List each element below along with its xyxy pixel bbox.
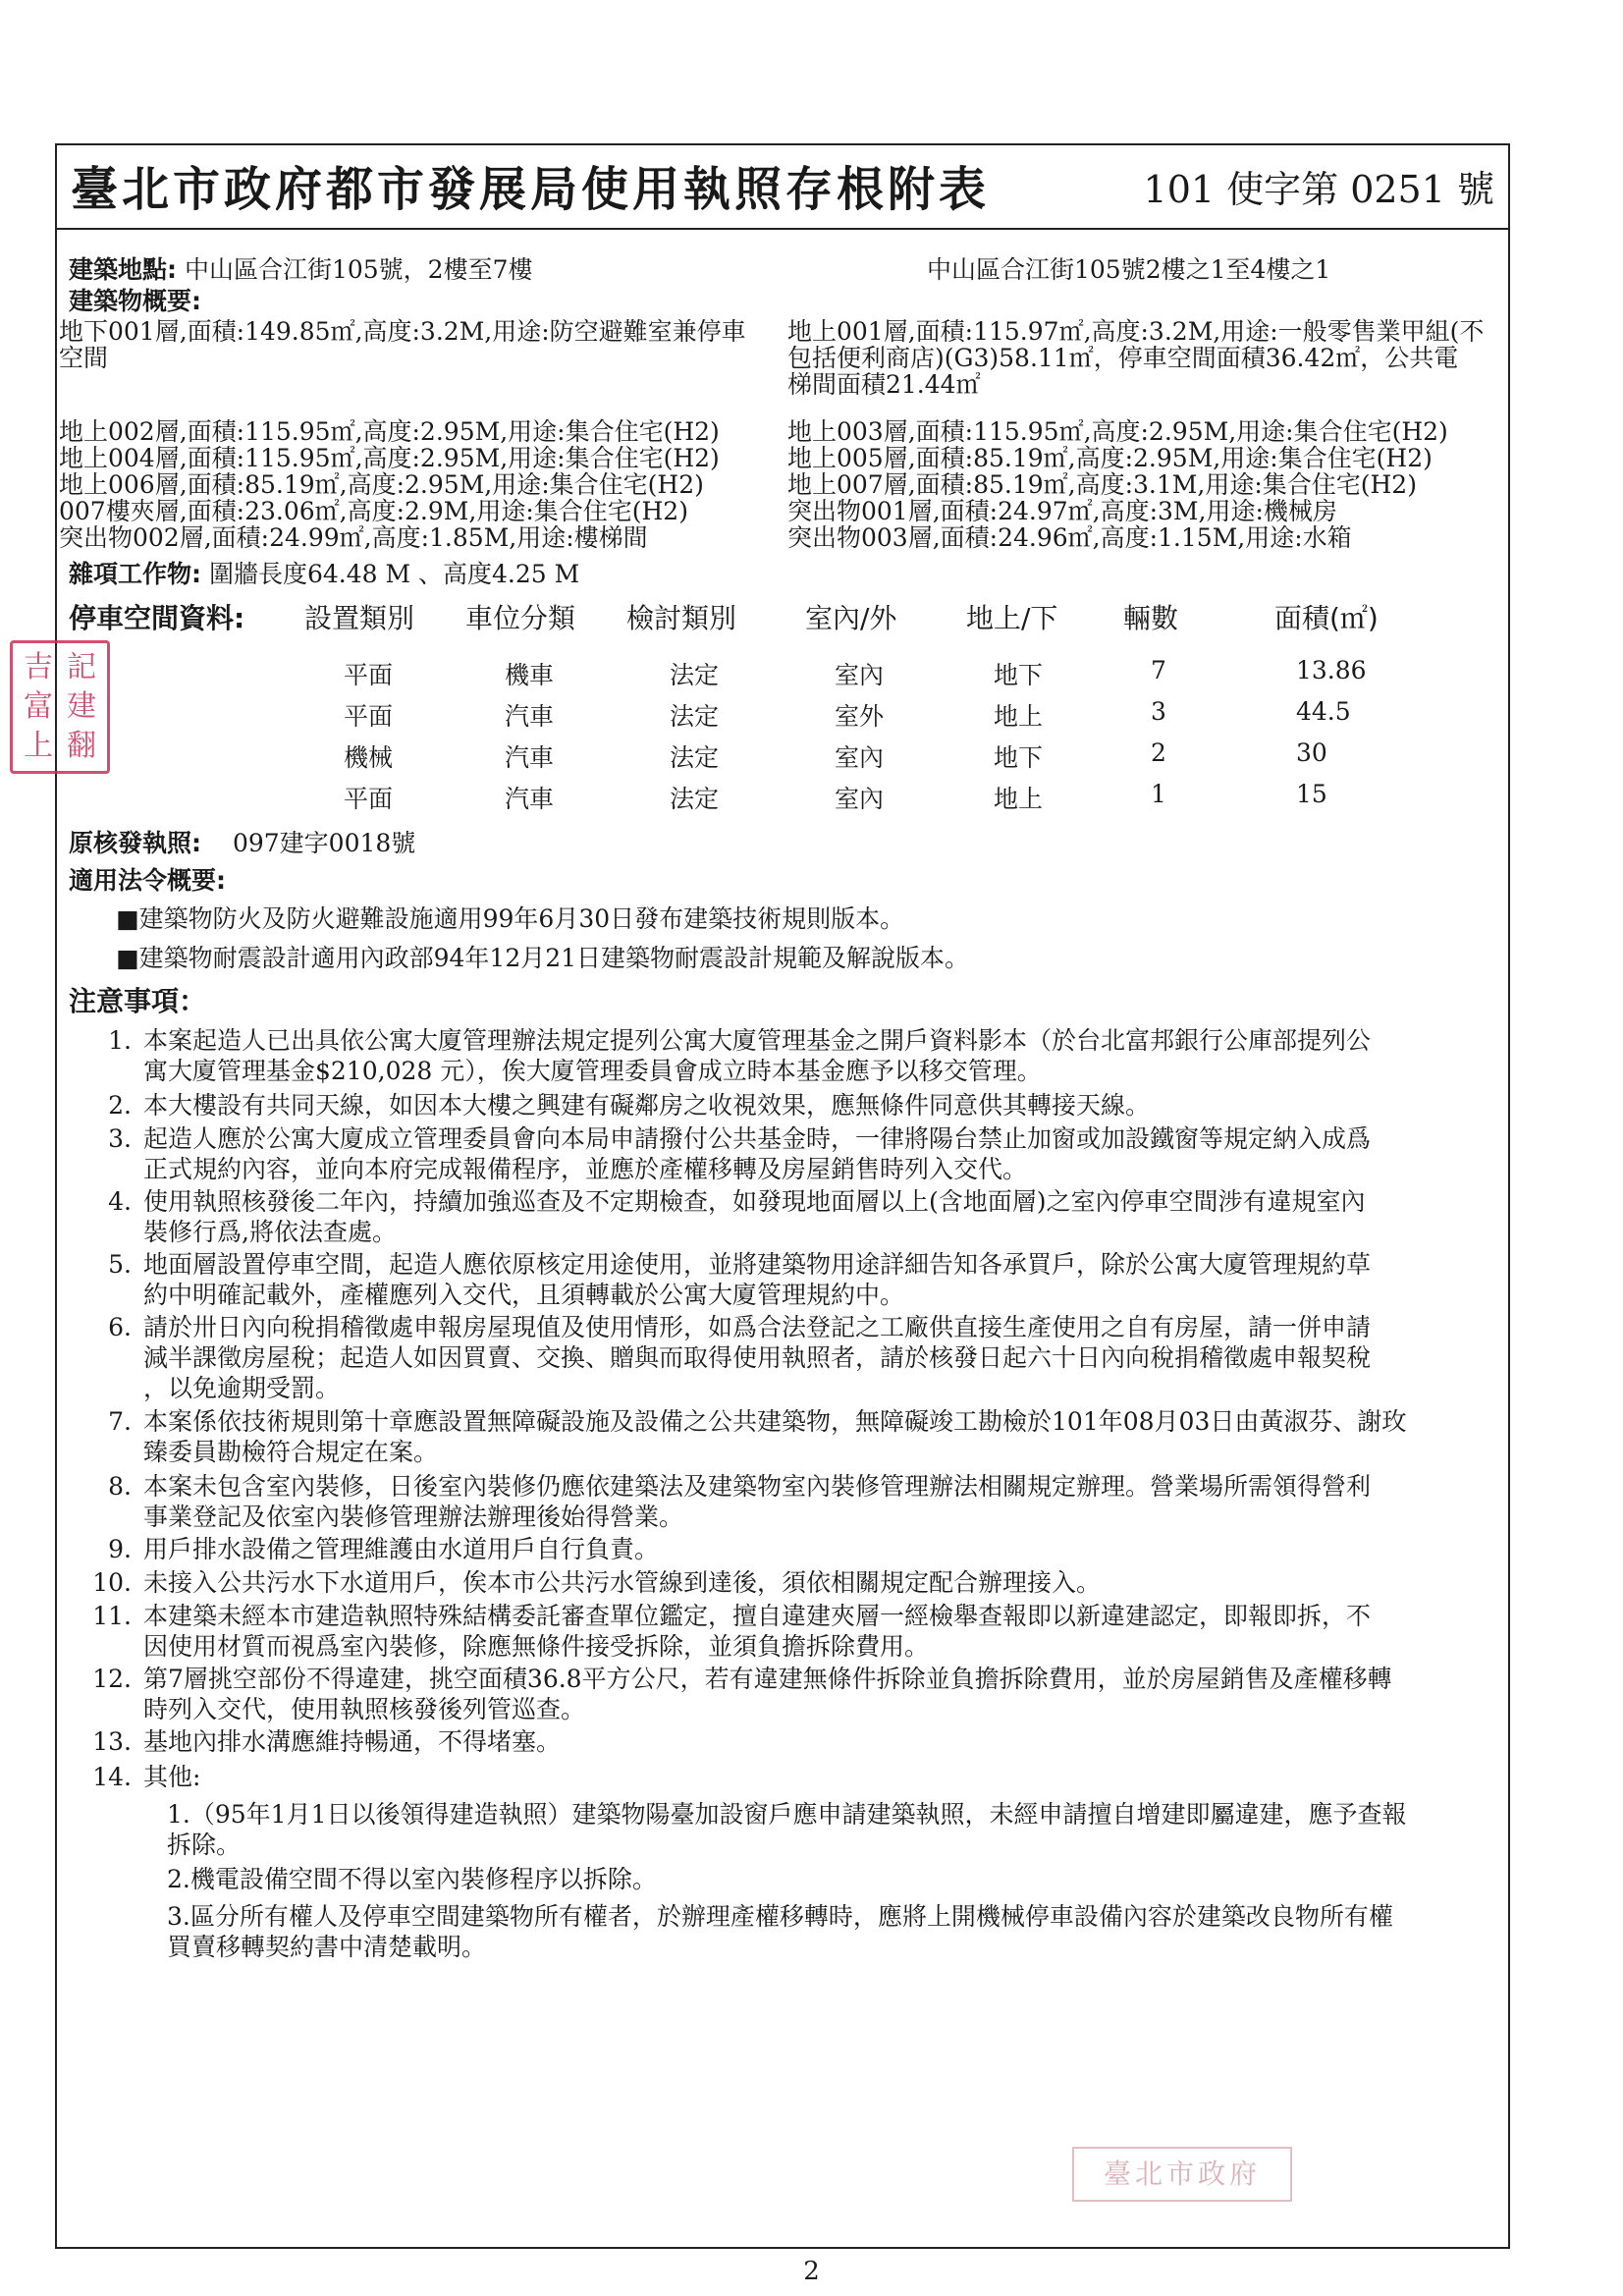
parking-cell: 地上: [994, 785, 1044, 813]
parking-cell: 室內: [835, 661, 885, 689]
note-line: 事業登記及依室內裝修管理辦法辦理後始得營業。: [143, 1503, 684, 1531]
note-line: 本大樓設有共同天線，如因本大樓之興建有礙鄰房之收視效果，應無條件同意供其轉接天線。: [143, 1091, 1151, 1120]
original-permit-label: 原核發執照:: [69, 829, 201, 857]
parking-cell: 平面: [344, 661, 394, 689]
parking-cell: 平面: [344, 702, 394, 731]
site-label: 建築地點:: [69, 255, 177, 284]
parking-cell: 機車: [505, 661, 555, 689]
note-item: [75, 1567, 1488, 1598]
site-address-1: 中山區合江街105號，2樓至7樓: [184, 255, 533, 284]
parking-cell: 15: [1296, 780, 1327, 808]
document-frame: [55, 143, 1510, 2249]
parking-cell: 機械: [344, 743, 394, 772]
note-line: 其他:: [143, 1763, 201, 1791]
note-number: 2.: [108, 1091, 132, 1120]
sub-note-line: 2.機電設備空間不得以室內裝修程序以拆除。: [167, 1865, 657, 1893]
seal-char: 富: [24, 689, 53, 724]
note-line: ，以免逾期受罰。: [143, 1374, 341, 1402]
note-line: 用戶排水設備之管理維護由水道用戶自行負責。: [143, 1535, 660, 1563]
parking-col-header: 輛數: [1123, 602, 1179, 634]
parking-cell: 汽車: [505, 785, 555, 813]
parking-cell: 地下: [994, 661, 1044, 689]
parking-cell: 30: [1296, 738, 1327, 767]
site-address-2: 中山區合江街105號2樓之1至4樓之1: [927, 255, 1331, 284]
note-line: 起造人應於公寓大廈成立管理委員會向本局申請撥付公共基金時，一律將陽台禁止加窗或加設鐵窗等規定納入成爲: [143, 1124, 1372, 1153]
note-number: 10.: [92, 1568, 132, 1597]
sub-note-item: [167, 1799, 1483, 1860]
seal-char: 吉: [24, 650, 53, 684]
note-item: [75, 1312, 1488, 1403]
parking-cell: 室外: [835, 702, 885, 731]
parking-row: [57, 697, 1432, 737]
note-line: 本案係依技術規則第十章應設置無障礙設施及設備之公共建築物，無障礙竣工勘檢於101年08月03日由黃淑芬、謝玫: [143, 1407, 1407, 1436]
parking-row: [57, 780, 1432, 819]
overview-line: 地上007層,面積:85.19㎡,高度:3.1M,用途:集合住宅(H2): [787, 470, 1417, 499]
note-line: 基地內排水溝應維持暢通，不得堵塞。: [143, 1727, 562, 1756]
parking-col-header: 面積(㎡): [1274, 602, 1379, 634]
overview-line: 地上003層,面積:115.95㎡,高度:2.95M,用途:集合住宅(H2): [787, 417, 1448, 446]
overview-line: 地上005層,面積:85.19㎡,高度:2.95M,用途:集合住宅(H2): [787, 444, 1433, 472]
overview-line: 突出物001層,面積:24.97㎡,高度:3M,用途:機械房: [787, 497, 1337, 525]
notes-label: 注意事項：: [69, 985, 207, 1017]
permit-number: 101 使字第 0251 號: [1143, 168, 1494, 211]
parking-col-header: 檢討類別: [626, 602, 737, 634]
note-line: 使用執照核發後二年內，持續加強巡查及不定期檢查，如發現地面層以上(含地面層)之室內停車空間涉有違規室內: [143, 1187, 1366, 1216]
seal-char: 翻: [67, 729, 96, 763]
note-line: 時列入交代，使用執照核發後列管巡查。: [143, 1695, 586, 1723]
note-number: 12.: [92, 1665, 132, 1693]
parking-cell: 7: [1151, 656, 1166, 684]
note-item: [75, 1186, 1488, 1247]
note-number: 14.: [92, 1763, 132, 1791]
note-item: [75, 1025, 1488, 1086]
note-number: 7.: [108, 1407, 132, 1436]
sub-note-line: 買賣移轉契約書中清楚載明。: [167, 1933, 487, 1961]
note-line: 請於卅日內向稅捐稽徵處申報房屋現值及使用情形，如爲合法登記之工廠供直接生產使用之自有房屋，請一併申請: [143, 1313, 1372, 1341]
original-permit-value: 097建字0018號: [232, 829, 416, 857]
parking-cell: 法定: [670, 785, 720, 813]
note-number: 13.: [92, 1727, 132, 1756]
seal-char: 建: [67, 689, 96, 724]
page-number: 2: [803, 2257, 820, 2286]
seal-char: 上: [24, 729, 53, 763]
note-line: 裝修行爲,將依法查處。: [143, 1218, 397, 1246]
parking-cell: 汽車: [505, 702, 555, 731]
parking-cell: 法定: [670, 661, 720, 689]
sub-note-item: [167, 1901, 1483, 1962]
red-seal-stamp: [10, 640, 110, 774]
overview-left-block-1: [59, 318, 746, 371]
original-permit-line: [69, 829, 415, 858]
note-item: [75, 1406, 1488, 1467]
note-item: [75, 1249, 1488, 1310]
note-item: [75, 1123, 1488, 1184]
overview-line: 地下001層,面積:149.85㎡,高度:3.2M,用途:防空避難室兼停車: [59, 317, 746, 346]
parking-cell: 汽車: [505, 743, 555, 772]
parking-row: [57, 656, 1432, 695]
note-number: 4.: [108, 1187, 132, 1216]
law-item: ■建築物防火及防火避難設施適用99年6月30日發布建築技術規則版本。: [116, 904, 905, 933]
parking-col-header: 室內/外: [805, 602, 897, 634]
note-item: [75, 1726, 1488, 1757]
overview-line: 空間: [59, 344, 109, 372]
note-line: 本案起造人已出具依公寓大廈管理辦法規定提列公寓大廈管理基金之開戶資料影本（於台北富邦銀行公庫部提列公: [143, 1026, 1372, 1055]
overview-line: 包括便利商店)(G3)58.11㎡，停車空間面積36.42㎡，公共電: [787, 344, 1459, 372]
overview-line: 地上001層,面積:115.97㎡,高度:3.2M,用途:一般零售業甲組(不: [787, 317, 1485, 346]
note-item: [75, 1601, 1488, 1662]
note-number: 8.: [108, 1472, 132, 1501]
note-line: 本建築未經本市建造執照特殊結構委託審查單位鑑定，擅自違建夾層一經檢舉查報即以新違建認定，即報即拆，不: [143, 1602, 1372, 1630]
parking-cell: 室內: [835, 785, 885, 813]
overview-line: 地上004層,面積:115.95㎡,高度:2.95M,用途:集合住宅(H2): [59, 444, 720, 472]
note-item: [75, 1534, 1488, 1564]
overview-right-block-2: [787, 418, 1448, 551]
note-line: 寓大廈管理基金$210,028 元），俟大廈管理委員會成立時本基金應予以移交管理。: [143, 1057, 1042, 1085]
overview-line: 突出物002層,面積:24.99㎡,高度:1.85M,用途:樓梯間: [59, 523, 648, 552]
parking-cell: 平面: [344, 785, 394, 813]
parking-col-header: 設置類別: [304, 602, 415, 634]
parking-col-header: 車位分類: [465, 602, 576, 634]
parking-label: 停車空間資料:: [69, 602, 245, 634]
note-line: 約中明確記載外，產權應列入交代，且須轉載於公寓大廈管理規約中。: [143, 1281, 905, 1309]
parking-cell: 地上: [994, 702, 1044, 731]
document-title: 臺北市政府都市發展局使用執照存根附表: [71, 162, 991, 217]
note-line: 第7層挑空部份不得違建，挑空面積36.8平方公尺，若有違建無條件拆除並負擔拆除費用，並於房屋銷售及產權移轉: [143, 1665, 1392, 1693]
misc-value: 圍牆長度64.48 M 、高度4.25 M: [208, 560, 580, 588]
laws-list: [116, 900, 969, 978]
note-line: 正式規約內容，並向本府完成報備程序，並應於產權移轉及房屋銷售時列入交代。: [143, 1155, 1028, 1183]
sub-note-line: 3.區分所有權人及停車空間建築物所有權者，於辦理產權移轉時，應將上開機械停車設備內容於建築改良物所有權: [167, 1902, 1393, 1931]
parking-cell: 法定: [670, 743, 720, 772]
note-line: 臻委員勘檢符合規定在案。: [143, 1438, 439, 1466]
note-item: [75, 1090, 1488, 1121]
note-number: 11.: [92, 1602, 132, 1630]
overview-line: 地上006層,面積:85.19㎡,高度:2.95M,用途:集合住宅(H2): [59, 470, 704, 499]
parking-cell: 2: [1151, 738, 1166, 767]
seal-char: 記: [67, 650, 96, 684]
parking-cell: 3: [1151, 697, 1166, 726]
parking-cell: 地下: [994, 743, 1044, 772]
note-item: [75, 1762, 1488, 1792]
note-line: 未接入公共污水下水道用戶，俟本市公共污水管線到達後，須依相關規定配合辦理接入。: [143, 1568, 1102, 1597]
note-item: [75, 1664, 1488, 1724]
sub-note-item: [167, 1864, 1483, 1894]
site-line: [69, 255, 532, 285]
note-line: 因使用材質而視爲室內裝修，除應無條件接受拆除，並須負擔拆除費用。: [143, 1632, 930, 1661]
laws-label: 適用法令概要:: [69, 866, 226, 895]
note-number: 6.: [108, 1313, 132, 1341]
overview-right-block-1: [787, 318, 1484, 398]
overview-label: 建築物概要:: [69, 287, 201, 315]
overview-left-block-2: [59, 418, 720, 551]
parking-header: [57, 597, 1432, 636]
parking-row: [57, 738, 1432, 778]
overview-line: 地上002層,面積:115.95㎡,高度:2.95M,用途:集合住宅(H2): [59, 417, 720, 446]
note-line: 地面層設置停車空間，起造人應依原核定用途使用，並將建築物用途詳細告知各承買戶，除於公寓大廈管理規約草: [143, 1250, 1372, 1279]
law-item: ■建築物耐震設計適用內政部94年12月21日建築物耐震設計規範及解說版本。: [116, 944, 970, 972]
note-number: 1.: [108, 1026, 132, 1055]
note-line: 本案未包含室內裝修，日後室內裝修仍應依建築法及建築物室內裝修管理辦法相關規定辦理。營業場所需領得營利: [143, 1472, 1372, 1501]
sub-note-line: 拆除。: [167, 1831, 242, 1859]
parking-cell: 1: [1151, 780, 1166, 808]
parking-cell: 13.86: [1296, 656, 1367, 684]
note-number: 3.: [108, 1124, 132, 1153]
parking-cell: 室內: [835, 743, 885, 772]
note-number: 5.: [108, 1250, 132, 1279]
title-row: [57, 145, 1508, 230]
note-number: 9.: [108, 1535, 132, 1563]
overview-line: 梯間面積21.44㎡: [787, 370, 981, 399]
sub-note-line: 1.（95年1月1日以後領得建造執照）建築物陽臺加設窗戶應申請建築執照，未經申請擅自增建即屬違建，應予查報: [167, 1800, 1407, 1829]
misc-line: [69, 560, 579, 589]
note-line: 減半課徵房屋稅；起造人如因買賣、交換、贈與而取得使用執照者，請於核發日起六十日內向稅捐稽徵處申報契稅: [143, 1343, 1372, 1372]
parking-cell: 法定: [670, 702, 720, 731]
parking-col-header: 地上/下: [966, 602, 1058, 634]
note-item: [75, 1471, 1488, 1532]
overview-line: 007樓夾層,面積:23.06㎡,高度:2.9M,用途:集合住宅(H2): [59, 497, 688, 525]
faint-seal-stamp: 臺北市政府: [1072, 2147, 1292, 2202]
misc-label: 雜項工作物:: [69, 560, 201, 588]
parking-cell: 44.5: [1296, 697, 1351, 726]
overview-line: 突出物003層,面積:24.96㎡,高度:1.15M,用途:水箱: [787, 523, 1352, 552]
